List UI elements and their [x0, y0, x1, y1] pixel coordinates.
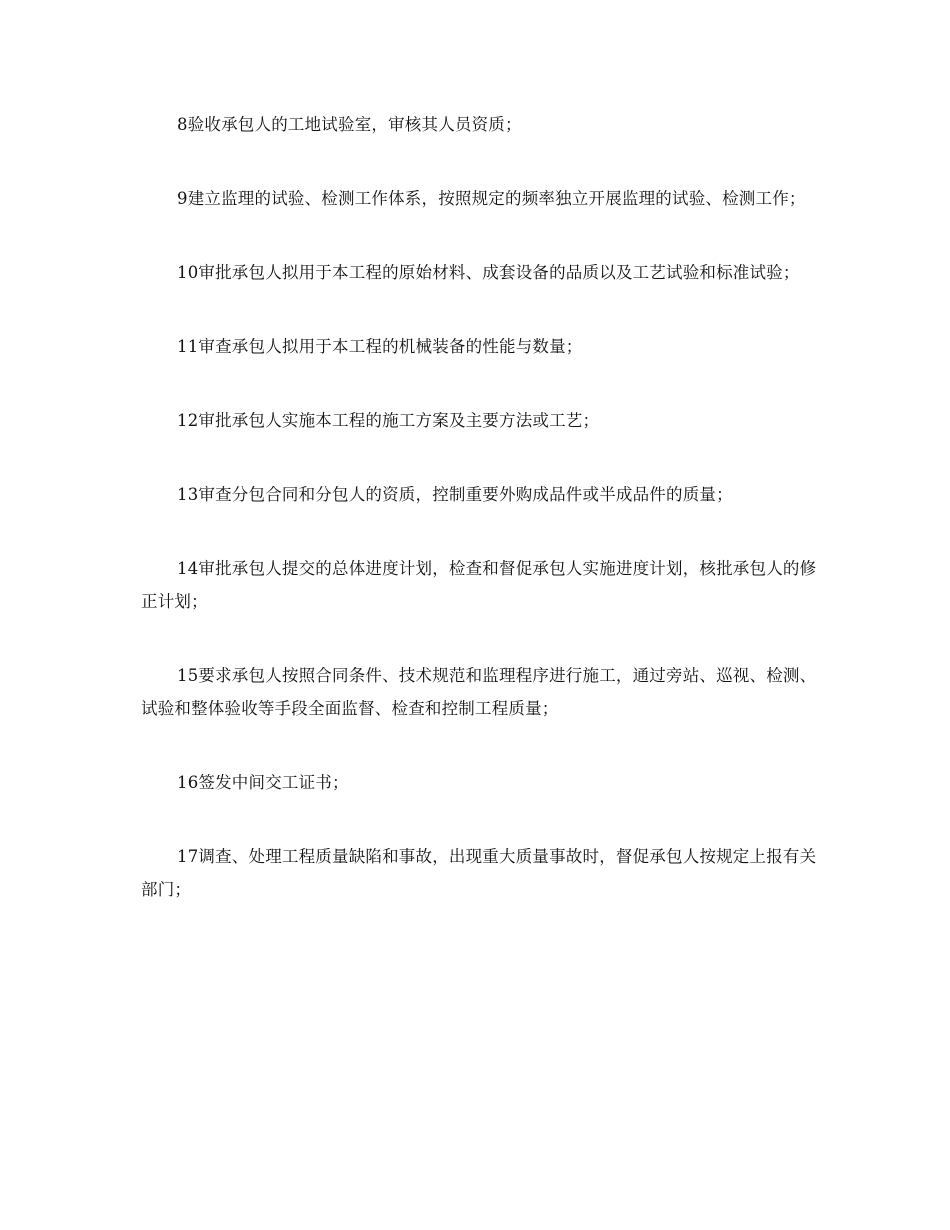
- list-item: 14审批承包人提交的总体进度计划，检查和督促承包人实施进度计划，核批承包人的修正计划；: [141, 559, 817, 611]
- list-item: 9建立监理的试验、检测工作体系，按照规定的频率独立开展监理的试验、检测工作；: [177, 189, 806, 208]
- list-item: 15要求承包人按照合同条件、技术规范和监理程序进行施工，通过旁站、巡视、检测、试验和整体验收等手段全面监督、检查和控制工程质量；: [141, 666, 817, 718]
- list-item: 16签发中间交工证书；: [177, 773, 349, 792]
- list-item: 11审查承包人拟用于本工程的机械装备的性能与数量；: [177, 337, 583, 356]
- list-item: 17调查、处理工程质量缺陷和事故，出现重大质量事故时，督促承包人按规定上报有关部门；: [141, 847, 817, 899]
- list-item: 13审查分包合同和分包人的资质，控制重要外购成品件或半成品件的质量；: [177, 485, 733, 504]
- list-item: 10审批承包人拟用于本工程的原始材料、成套设备的品质以及工艺试验和标准试验；: [177, 263, 800, 282]
- list-item: 12审批承包人实施本工程的施工方案及主要方法或工艺；: [177, 411, 600, 430]
- list-item: 8验收承包人的工地试验室，审核其人员资质；: [177, 115, 522, 134]
- document-body: [141, 108, 817, 906]
